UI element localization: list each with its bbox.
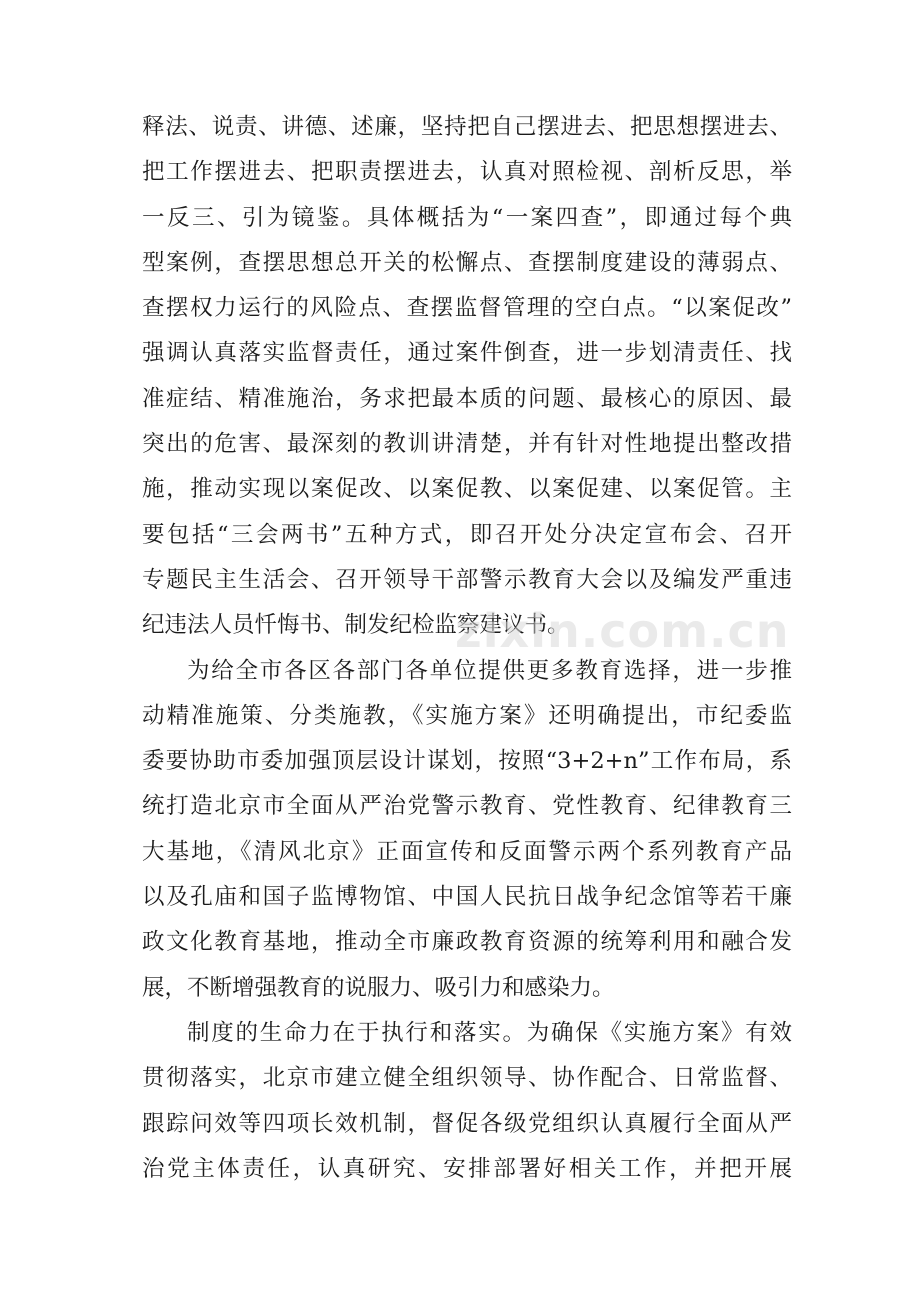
text-line: 纪违法人员忏悔书、制发纪检监察建议书。 xyxy=(142,612,570,639)
text-line: 强调认真落实监督责任，通过案件倒查，进一步划清责任、找 xyxy=(142,340,792,367)
text-line: 大基地，《清风北京》正面宣传和反面警示两个系列教育产品 xyxy=(142,838,792,865)
paragraph-2 xyxy=(142,649,792,1011)
text-line: 治党主体责任，认真研究、安排部署好相关工作，并把开展 xyxy=(142,1155,792,1182)
text-line: 制度的生命力在于执行和落实。为确保《实施方案》有效 xyxy=(187,1019,792,1046)
text-line: 为给全市各区各部门各单位提供更多教育选择，进一步推 xyxy=(187,657,792,684)
text-line: 以及孔庙和国子监博物馆、中国人民抗日战争纪念馆等若干廉 xyxy=(142,884,792,911)
document-body xyxy=(142,105,792,1192)
text-line: 统打造北京市全面从严治党警示教育、党性教育、纪律教育三 xyxy=(142,793,792,820)
paragraph-1 xyxy=(142,105,792,649)
text-line: 施，推动实现以案促改、以案促教、以案促建、以案促管。主 xyxy=(142,476,792,503)
text-line: 展，不断增强教育的说服力、吸引力和感染力。 xyxy=(142,974,615,1001)
paragraph-3 xyxy=(142,1011,792,1192)
text-line: 一反三、引为镜鉴。具体概括为“一案四查”，即通过每个典 xyxy=(142,204,792,231)
text-line: 要包括“三会两书”五种方式，即召开处分决定宣布会、召开 xyxy=(142,521,792,548)
watermark-text: zixin.com.cn xyxy=(455,604,790,658)
text-line: 跟踪问效等四项长效机制，督促各级党组织认真履行全面从严 xyxy=(142,1110,792,1137)
text-line: 查摆权力运行的风险点、查摆监督管理的空白点。“以案促改” xyxy=(142,295,792,322)
text-line: 贯彻落实，北京市建立健全组织领导、协作配合、日常监督、 xyxy=(142,1065,792,1092)
text-line: 突出的危害、最深刻的教训讲清楚，并有针对性地提出整改措 xyxy=(142,431,792,458)
text-line: 把工作摆进去、把职责摆进去，认真对照检视、剖析反思，举 xyxy=(142,159,792,186)
text-line: 专题民主生活会、召开领导干部警示教育大会以及编发严重违 xyxy=(142,566,792,593)
text-line: 政文化教育基地，推动全市廉政教育资源的统筹利用和融合发 xyxy=(142,929,792,956)
text-line: 释法、说责、讲德、述廉，坚持把自己摆进去、把思想摆进去、 xyxy=(142,114,792,140)
text-line: 型案例，查摆思想总开关的松懈点、查摆制度建设的薄弱点、 xyxy=(142,249,792,276)
text-line: 准症结、精准施治，务求把最本质的问题、最核心的原因、最 xyxy=(142,385,792,412)
text-line: 动精准施策、分类施教，《实施方案》还明确提出，市纪委监 xyxy=(142,702,792,729)
text-line: 委要协助市委加强顶层设计谋划，按照“3+2+n”工作布局，系 xyxy=(142,748,792,775)
